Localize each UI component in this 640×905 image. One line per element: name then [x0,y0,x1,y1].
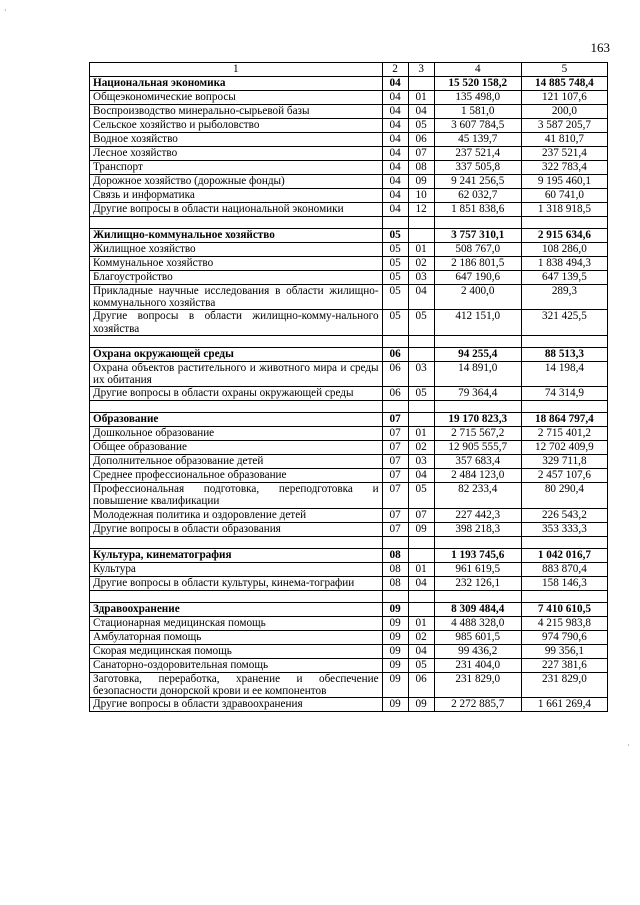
row-name: Другие вопросы в области национальной экономики [90,203,383,217]
spacer-cell [90,335,383,347]
row-amount-5: 18 864 797,4 [521,413,607,427]
row-amount-4: 2 484 123,0 [434,469,521,483]
row-subsection-code: 05 [408,119,434,133]
row-section-code: 04 [382,203,408,217]
row-section-code: 07 [382,508,408,522]
row-section-code: 07 [382,413,408,427]
row-section-code: 09 [382,658,408,672]
spacer-row [90,401,608,413]
table-row [90,630,608,644]
row-name: Охрана объектов растительного и животного мира и среды их обитания [90,361,383,386]
row-subsection-code: 04 [408,285,434,310]
spacer-cell [521,590,607,602]
spacer-cell [521,536,607,548]
table-row [90,576,608,590]
row-amount-4: 231 404,0 [434,658,521,672]
row-subsection-code: 09 [408,522,434,536]
table-row [90,243,608,257]
row-name: Национальная экономика [90,77,383,91]
row-amount-5: 883 870,4 [521,562,607,576]
spacer-cell [382,335,408,347]
row-subsection-code: 01 [408,243,434,257]
row-name: Транспорт [90,161,383,175]
row-name: Заготовка, переработка, хранение и обеспечение безопасности донорской крови и ее компонентов [90,672,383,697]
row-amount-5: 99 356,1 [521,644,607,658]
row-section-code: 07 [382,483,408,508]
row-name: Лесное хозяйство [90,147,383,161]
row-amount-4: 15 520 158,2 [434,77,521,91]
row-section-code: 09 [382,672,408,697]
row-amount-4: 232 126,1 [434,576,521,590]
spacer-cell [434,401,521,413]
spacer-cell [408,335,434,347]
row-subsection-code: 05 [408,483,434,508]
row-section-code: 06 [382,387,408,401]
section-row [90,229,608,243]
row-amount-4: 94 255,4 [434,347,521,361]
row-name: Другие вопросы в области охраны окружающей среды [90,387,383,401]
table-row [90,562,608,576]
table-row [90,189,608,203]
table-row [90,91,608,105]
row-amount-5: 121 107,6 [521,91,607,105]
table-row [90,133,608,147]
row-amount-5: 4 215 983,8 [521,616,607,630]
row-subsection-code: 04 [408,105,434,119]
row-subsection-code: 05 [408,310,434,335]
table-row [90,658,608,672]
row-name: Дошкольное образование [90,427,383,441]
row-subsection-code [408,347,434,361]
row-amount-5: 974 790,6 [521,630,607,644]
spacer-cell [382,217,408,229]
table-row [90,285,608,310]
row-section-code: 05 [382,257,408,271]
column-header-amount-4: 4 [434,63,521,77]
row-amount-5: 108 286,0 [521,243,607,257]
table-row [90,175,608,189]
row-amount-5: 1 838 494,3 [521,257,607,271]
row-subsection-code: 04 [408,469,434,483]
table-row [90,616,608,630]
row-section-code: 04 [382,161,408,175]
row-subsection-code: 01 [408,616,434,630]
row-subsection-code [408,77,434,91]
row-amount-4: 19 170 823,3 [434,413,521,427]
table-header-row [90,63,608,77]
row-amount-5: 1 318 918,5 [521,203,607,217]
row-subsection-code: 05 [408,658,434,672]
row-amount-5: 80 290,4 [521,483,607,508]
row-amount-5: 74 314,9 [521,387,607,401]
row-section-code: 06 [382,361,408,386]
table-row [90,119,608,133]
row-section-code: 08 [382,548,408,562]
row-section-code: 07 [382,455,408,469]
row-subsection-code [408,548,434,562]
row-subsection-code: 06 [408,133,434,147]
row-amount-4: 3 757 310,1 [434,229,521,243]
table-row [90,698,608,712]
row-amount-5: 329 711,8 [521,455,607,469]
row-amount-5: 2 915 634,6 [521,229,607,243]
row-amount-5: 2 457 107,6 [521,469,607,483]
row-subsection-code: 04 [408,644,434,658]
row-amount-5: 231 829,0 [521,672,607,697]
row-section-code: 04 [382,91,408,105]
row-amount-4: 8 309 484,4 [434,602,521,616]
row-amount-5: 321 425,5 [521,310,607,335]
row-section-code: 09 [382,616,408,630]
row-amount-4: 357 683,4 [434,455,521,469]
spacer-cell [90,536,383,548]
row-subsection-code: 02 [408,630,434,644]
table-row [90,644,608,658]
row-amount-5: 647 139,5 [521,271,607,285]
spacer-cell [434,590,521,602]
row-subsection-code: 03 [408,455,434,469]
section-row [90,347,608,361]
row-amount-5: 14 198,4 [521,361,607,386]
table-row [90,147,608,161]
table-row [90,469,608,483]
column-header-amount-5: 5 [521,63,607,77]
row-name: Амбулаторная помощь [90,630,383,644]
row-section-code: 08 [382,562,408,576]
row-name: Жилищно-коммунальное хозяйство [90,229,383,243]
budget-table [89,62,608,712]
row-amount-4: 231 829,0 [434,672,521,697]
row-name: Образование [90,413,383,427]
table-row [90,483,608,508]
row-subsection-code: 03 [408,361,434,386]
row-amount-5: 3 587 205,7 [521,119,607,133]
spacer-cell [521,401,607,413]
row-amount-4: 1 581,0 [434,105,521,119]
row-name: Сельское хозяйство и рыболовство [90,119,383,133]
row-amount-5: 14 885 748,4 [521,77,607,91]
margin-speck: · [4,6,7,15]
table-row [90,672,608,697]
section-row [90,413,608,427]
table-row [90,310,608,335]
table-row [90,522,608,536]
row-subsection-code: 05 [408,387,434,401]
section-row [90,602,608,616]
row-name: Коммунальное хозяйство [90,257,383,271]
table-row [90,105,608,119]
row-subsection-code: 01 [408,562,434,576]
row-name: Культура, кинематография [90,548,383,562]
row-amount-4: 1 193 745,6 [434,548,521,562]
row-amount-5: 237 521,4 [521,147,607,161]
row-subsection-code: 03 [408,271,434,285]
row-name: Здравоохранение [90,602,383,616]
spacer-cell [408,590,434,602]
row-section-code: 09 [382,630,408,644]
row-name: Общее образование [90,441,383,455]
row-subsection-code: 06 [408,672,434,697]
row-amount-4: 62 032,7 [434,189,521,203]
row-amount-5: 227 381,6 [521,658,607,672]
table-row [90,257,608,271]
row-amount-4: 2 272 885,7 [434,698,521,712]
table-row [90,161,608,175]
row-name: Связь и информатика [90,189,383,203]
row-amount-4: 9 241 256,5 [434,175,521,189]
row-amount-5: 9 195 460,1 [521,175,607,189]
row-name: Другие вопросы в области культуры, кинема-тографии [90,576,383,590]
row-amount-5: 226 543,2 [521,508,607,522]
row-amount-5: 7 410 610,5 [521,602,607,616]
spacer-row [90,217,608,229]
spacer-cell [521,217,607,229]
spacer-cell [434,217,521,229]
row-amount-4: 45 139,7 [434,133,521,147]
row-name: Санаторно-оздоровительная помощь [90,658,383,672]
row-section-code: 04 [382,175,408,189]
row-section-code: 05 [382,271,408,285]
page-number: 163 [590,40,610,55]
row-section-code: 04 [382,105,408,119]
row-section-code: 09 [382,602,408,616]
row-amount-4: 135 498,0 [434,91,521,105]
row-name: Общеэкономические вопросы [90,91,383,105]
row-amount-4: 647 190,6 [434,271,521,285]
spacer-cell [521,335,607,347]
row-amount-5: 289,3 [521,285,607,310]
table-row [90,203,608,217]
row-section-code: 07 [382,441,408,455]
row-name: Водное хозяйство [90,133,383,147]
table-row [90,427,608,441]
row-subsection-code: 07 [408,147,434,161]
table-row [90,271,608,285]
spacer-cell [90,401,383,413]
row-amount-5: 88 513,3 [521,347,607,361]
row-amount-5: 158 146,3 [521,576,607,590]
table-row [90,455,608,469]
column-header-section: 2 [382,63,408,77]
row-section-code: 04 [382,133,408,147]
table-row [90,387,608,401]
row-section-code: 05 [382,310,408,335]
row-section-code: 05 [382,243,408,257]
row-name: Стационарная медицинская помощь [90,616,383,630]
row-amount-5: 12 702 409,9 [521,441,607,455]
table-row [90,441,608,455]
spacer-cell [408,536,434,548]
table-row [90,508,608,522]
spacer-cell [382,536,408,548]
row-subsection-code: 08 [408,161,434,175]
spacer-cell [408,401,434,413]
column-header-subsection: 3 [408,63,434,77]
table-row [90,361,608,386]
row-name: Другие вопросы в области образования [90,522,383,536]
row-amount-4: 99 436,2 [434,644,521,658]
row-subsection-code: 12 [408,203,434,217]
row-amount-4: 337 505,8 [434,161,521,175]
spacer-row [90,590,608,602]
spacer-row [90,536,608,548]
row-subsection-code [408,413,434,427]
row-section-code: 07 [382,427,408,441]
spacer-cell [90,217,383,229]
row-subsection-code: 10 [408,189,434,203]
row-subsection-code [408,229,434,243]
row-section-code: 07 [382,469,408,483]
column-header-name: 1 [90,63,383,77]
row-amount-5: 60 741,0 [521,189,607,203]
row-section-code: 04 [382,147,408,161]
row-amount-4: 398 218,3 [434,522,521,536]
row-amount-4: 227 442,3 [434,508,521,522]
row-section-code: 06 [382,347,408,361]
row-amount-4: 1 851 838,6 [434,203,521,217]
row-name: Другие вопросы в области жилищно-комму-нального хозяйства [90,310,383,335]
row-amount-5: 2 715 401,2 [521,427,607,441]
row-amount-4: 2 715 567,2 [434,427,521,441]
row-name: Охрана окружающей среды [90,347,383,361]
margin-speck: · [627,741,630,750]
row-amount-4: 985 601,5 [434,630,521,644]
row-name: Профессиональная подготовка, переподготовка и повышение квалификации [90,483,383,508]
row-name: Дорожное хозяйство (дорожные фонды) [90,175,383,189]
row-amount-5: 41 810,7 [521,133,607,147]
row-amount-5: 1 042 016,7 [521,548,607,562]
spacer-cell [408,217,434,229]
row-subsection-code: 01 [408,427,434,441]
spacer-row [90,335,608,347]
row-amount-4: 237 521,4 [434,147,521,161]
row-name: Благоустройство [90,271,383,285]
row-amount-5: 200,0 [521,105,607,119]
row-name: Молодежная политика и оздоровление детей [90,508,383,522]
row-section-code: 04 [382,77,408,91]
spacer-cell [90,590,383,602]
spacer-cell [382,401,408,413]
row-amount-5: 322 783,4 [521,161,607,175]
row-section-code: 04 [382,119,408,133]
row-name: Среднее профессиональное образование [90,469,383,483]
row-name: Воспроизводство минерально-сырьевой базы [90,105,383,119]
row-subsection-code: 02 [408,441,434,455]
row-amount-4: 412 151,0 [434,310,521,335]
row-amount-4: 2 400,0 [434,285,521,310]
row-amount-4: 961 619,5 [434,562,521,576]
row-section-code: 07 [382,522,408,536]
row-section-code: 04 [382,189,408,203]
row-section-code: 09 [382,698,408,712]
row-amount-5: 353 333,3 [521,522,607,536]
row-name: Другие вопросы в области здравоохранения [90,698,383,712]
row-section-code: 08 [382,576,408,590]
row-amount-4: 79 364,4 [434,387,521,401]
row-name: Скорая медицинская помощь [90,644,383,658]
row-amount-4: 4 488 328,0 [434,616,521,630]
row-subsection-code: 02 [408,257,434,271]
row-subsection-code: 01 [408,91,434,105]
section-row [90,77,608,91]
row-section-code: 05 [382,285,408,310]
row-amount-4: 2 186 801,5 [434,257,521,271]
row-amount-4: 14 891,0 [434,361,521,386]
spacer-cell [434,536,521,548]
row-subsection-code [408,602,434,616]
row-section-code: 05 [382,229,408,243]
row-amount-4: 3 607 784,5 [434,119,521,133]
row-name: Прикладные научные исследования в области жилищно-коммунального хозяйства [90,285,383,310]
spacer-cell [382,590,408,602]
row-amount-4: 82 233,4 [434,483,521,508]
row-name: Культура [90,562,383,576]
section-row [90,548,608,562]
row-subsection-code: 09 [408,698,434,712]
row-name: Дополнительное образование детей [90,455,383,469]
row-subsection-code: 04 [408,576,434,590]
row-subsection-code: 07 [408,508,434,522]
row-amount-5: 1 661 269,4 [521,698,607,712]
row-section-code: 09 [382,644,408,658]
row-name: Жилищное хозяйство [90,243,383,257]
row-amount-4: 12 905 555,7 [434,441,521,455]
row-subsection-code: 09 [408,175,434,189]
row-amount-4: 508 767,0 [434,243,521,257]
spacer-cell [434,335,521,347]
